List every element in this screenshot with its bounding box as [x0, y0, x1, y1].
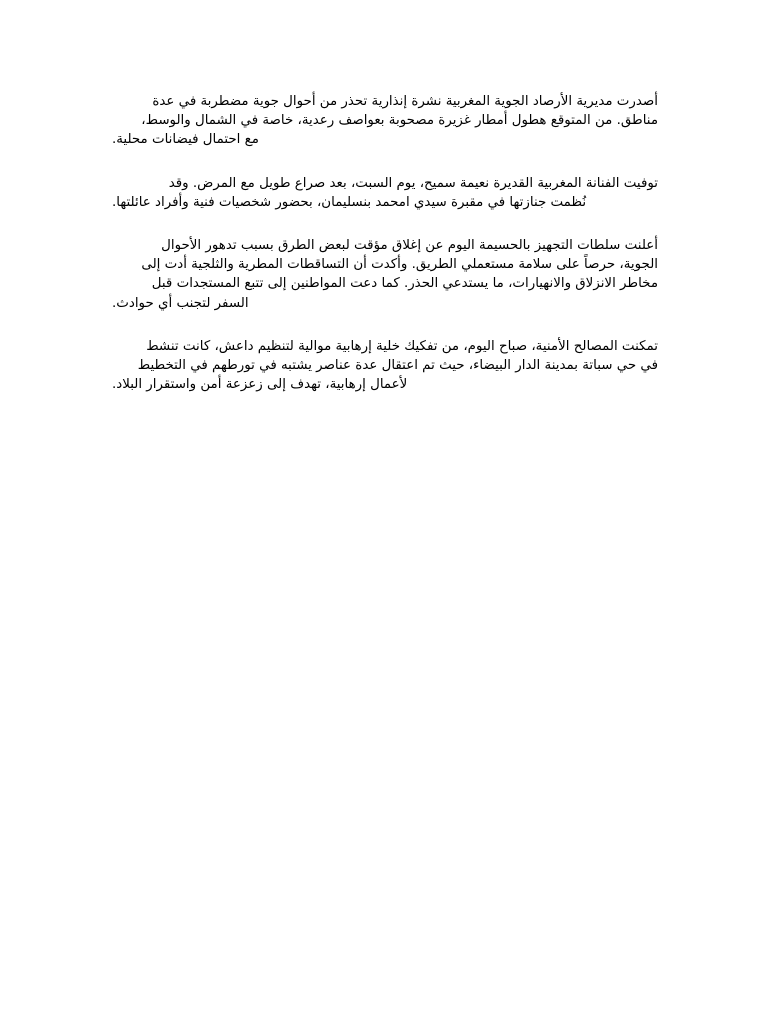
paragraph-line: توفيت الفنانة المغربية القديرة نعيمة سميح، يوم السبت، بعد صراع طويل مع المرض. وقد — [168, 175, 658, 191]
paragraph-line: مخاطر الانزلاق والانهيارات، ما يستدعي الحذر. كما دعت المواطنين إلى تتبع المستجدات قبل — [151, 276, 658, 292]
paragraph-line: أصدرت مديرية الأرصاد الجوية المغربية نشرة إنذارية تحذر من أحوال جوية مضطربة في عدة — [152, 94, 658, 109]
paragraph-line: نُظمت جنازتها في مقبرة سيدي امحمد بنسليمان، بحضور شخصيات فنية وأفراد عائلتها. — [112, 194, 587, 210]
paragraph-terror-cell — [112, 337, 658, 395]
paragraph-line: مناطق. من المتوقع هطول أمطار غزيرة مصحوبة بعواصف رعدية، خاصة في الشمال والوسط، — [141, 113, 658, 129]
paragraph-line: في حي سباتة بمدينة الدار البيضاء، حيث تم اعتقال عدة عناصر يشتبه في تورطهم في التخطيط — [137, 358, 658, 374]
paragraph-line: مع احتمال فيضانات محلية. — [112, 132, 259, 148]
paragraph-line: السفر لتجنب أي حوادث. — [112, 295, 249, 311]
paragraph-weather-alert — [112, 92, 658, 150]
paragraph-line: أعلنت سلطات التجهيز بالحسيمة اليوم عن إغلاق مؤقت لبعض الطرق بسبب تدهور الأحوال — [161, 238, 658, 254]
paragraph-road-closure — [112, 236, 658, 313]
paragraph-artist-death — [112, 174, 658, 212]
paragraph-line: الجوية، حرصاً على سلامة مستعملي الطريق. وأكدت أن التساقطات المطرية والثلجية أدت إلى — [141, 257, 658, 273]
document-body — [112, 92, 658, 418]
paragraph-line: تمكنت المصالح الأمنية، صباح اليوم، من تفكيك خلية إرهابية موالية لتنظيم داعش، كانت تنشط — [146, 338, 658, 354]
paragraph-line: لأعمال إرهابية، تهدف إلى زعزعة أمن واستقرار البلاد. — [112, 377, 408, 393]
